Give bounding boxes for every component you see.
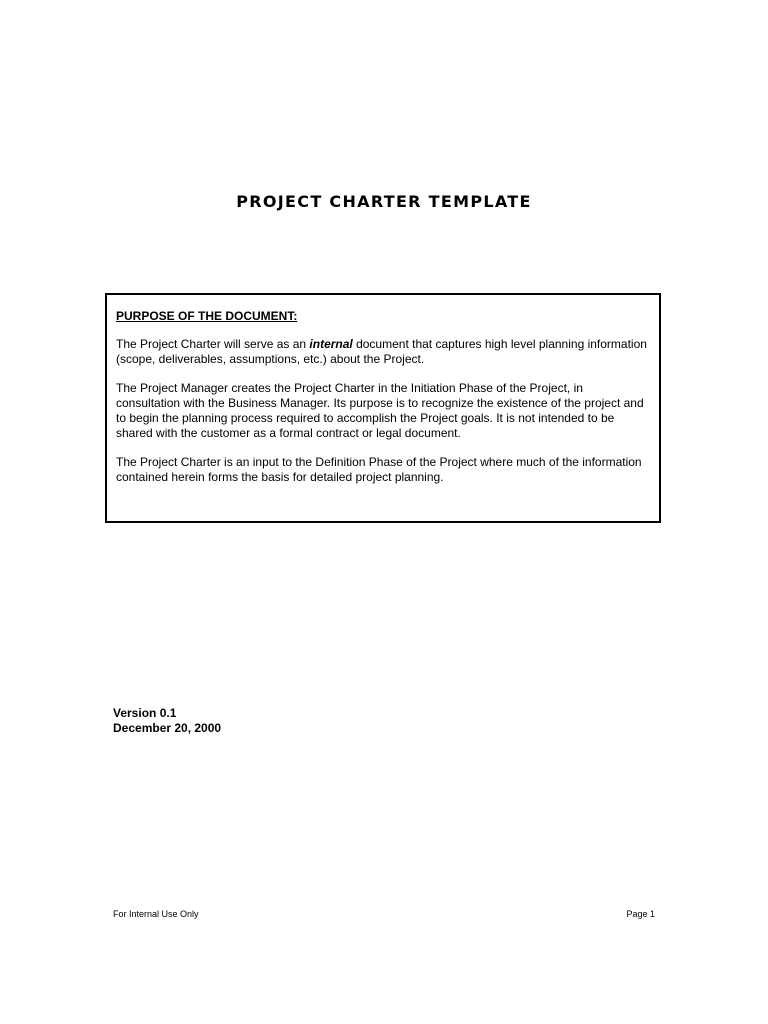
footer-classification: For Internal Use Only xyxy=(113,909,199,919)
purpose-paragraph-2: The Project Manager creates the Project Charter in the Initiation Phase of the Project, in consultation with the Business Manager. Its purpose is to recognize the existence of the project and to begin the planning process required to accomplish the Project goals. It is not intended to be shared with the customer as a formal contract or legal document. xyxy=(116,381,644,440)
version-label: Version 0.1 xyxy=(113,706,177,720)
purpose-p1-start: The Project Charter will serve as an xyxy=(116,337,310,351)
version-block xyxy=(113,706,221,736)
purpose-p1-end: document that captures high level planning information (scope, deliverables, assumptions, etc.) about the Project. xyxy=(116,337,647,366)
footer-page-number: Page 1 xyxy=(626,909,655,919)
purpose-p1-emphasis: internal xyxy=(309,337,353,351)
document-title: PROJECT CHARTER TEMPLATE xyxy=(236,192,532,211)
purpose-paragraph-3: The Project Charter is an input to the Definition Phase of the Project where much of the information contained herein forms the basis for detailed project planning. xyxy=(116,455,642,484)
version-date: December 20, 2000 xyxy=(113,721,222,735)
purpose-heading: PURPOSE OF THE DOCUMENT: xyxy=(116,309,298,323)
purpose-paragraph-1 xyxy=(116,337,650,367)
purpose-box xyxy=(105,293,661,523)
